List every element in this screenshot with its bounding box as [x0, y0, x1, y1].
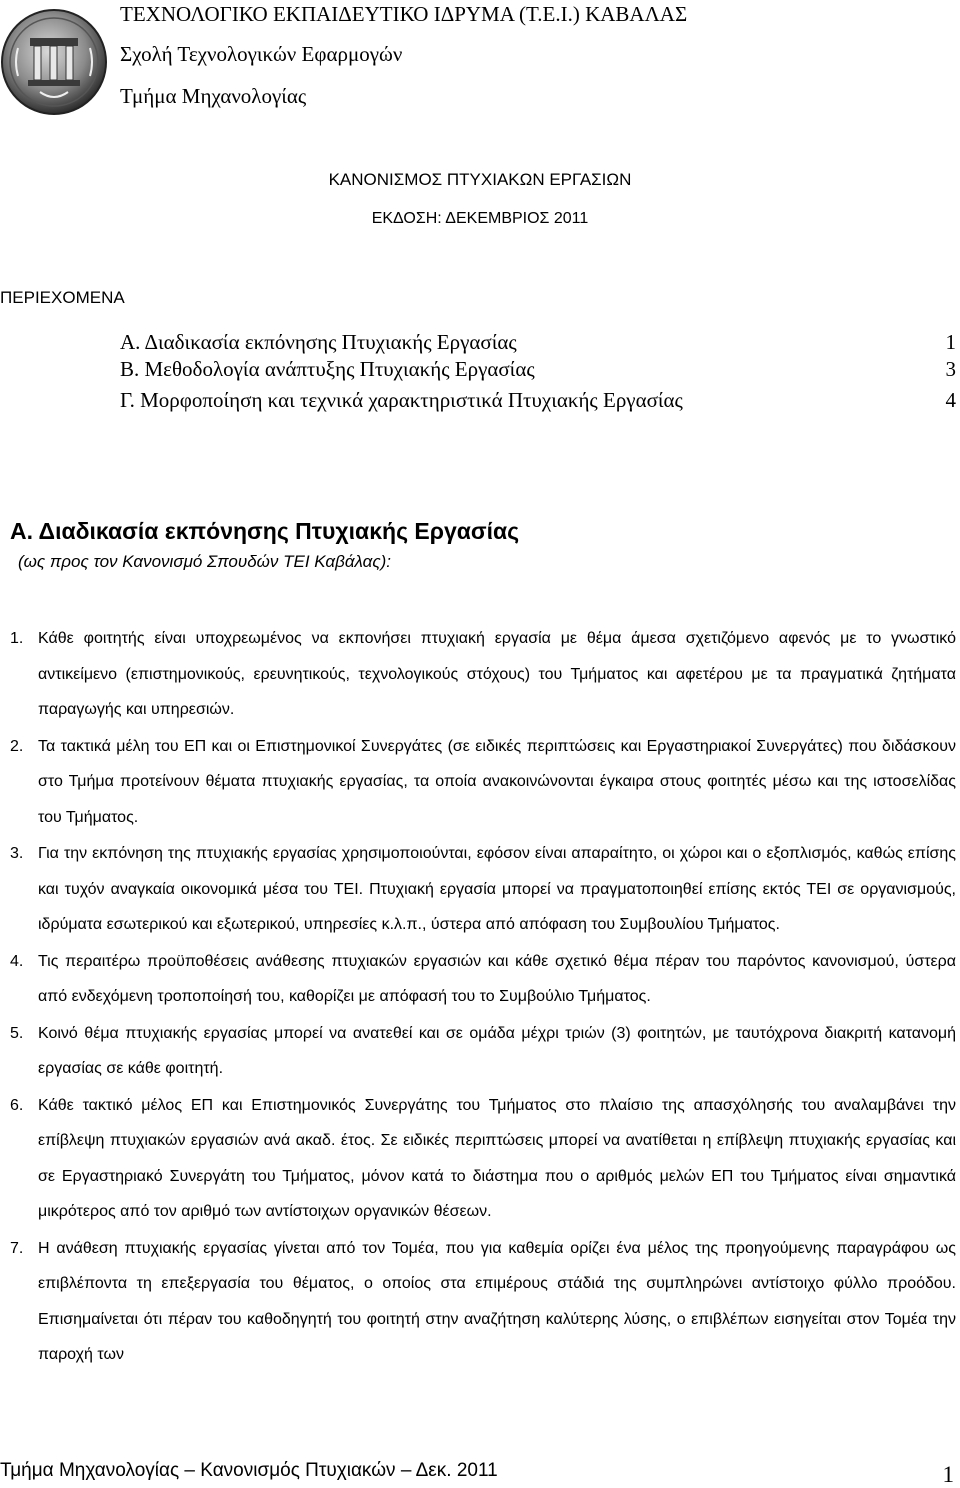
section-title: Α. Διαδικασία εκπόνησης Πτυχιακής Εργασίας	[10, 518, 520, 544]
list-item	[10, 836, 956, 943]
toc-entry-page: 3	[945, 357, 956, 381]
item-text: Για την εκπόνηση της πτυχιακής εργασίας χρησιμοποιούνται, εφόσον είναι απαραίτητο, οι χώροι και ο εξοπλισμός, καθώς επίσης και τυχόν αναγκαία οικονομικά μέσα του ΤΕΙ. Πτυχιακή εργασία μπορεί να πραγματοποιηθεί επίσης εκτός ΤΕΙ σε οργανισμούς, ιδρύματα εσωτερικού και εξωτερικού, υπηρεσίες κ.λ.π., ύστερα από απόφαση του Συμβουλίου Τμήματος.	[38, 845, 956, 933]
item-text: Τις περαιτέρω προϋποθέσεις ανάθεσης πτυχιακών εργασιών και κάθε σχετικό θέμα πέραν του παρόντος κανονισμού, ύστερα από ενδεχόμενη τροποποίησή του, καθορίζει με απόφασή του το Συμβούλιο Τμήματος.	[38, 952, 956, 1005]
toc-entry-label: Γ. Μορφοποίηση και τεχνικά χαρακτηριστικά Πτυχιακής Εργασίας	[120, 388, 683, 412]
item-text: Κάθε τακτικό μέλος ΕΠ και Επιστημονικός Συνεργάτης του Τμήματος στο πλαίσιο της απασχόλησής του αναλαμβάνει την επίβλεψη πτυχιακών εργασιών ανά ακαδ. έτος. Σε ειδικές περιπτώσεις μπορεί να ανατίθεται η επίβλεψη πτυχιακής εργασίας και σε Εργαστηριακό Συνεργάτη του Τμήματος, μόνον κατά το διάστημα που ο αριθμός μελών ΕΠ του Τμήματος είναι σημαντικά μικρότερος από τον αριθμό των αντίστοιχων οργανικών θέσεων.	[38, 1096, 956, 1220]
item-number: 7.	[10, 1239, 24, 1257]
item-text: Τα τακτικά μέλη του ΕΠ και οι Επιστημονικοί Συνεργάτες (σε ειδικές περιπτώσεις και Εργαστηριακοί Συνεργάτες) που διδάσκουν στο Τμήμα προτείνουν θέματα πτυχιακής εργασίας, τα οποία ανακοινώνονται έγκαιρα στους φοιτητές μέσω και της ιστοσελίδας του Τμήματος.	[38, 737, 956, 826]
item-number: 5.	[10, 1024, 24, 1042]
institution-logo	[0, 8, 108, 116]
footer-text: Τμήμα Μηχανολογίας – Κανονισμός Πτυχιακών – Δεκ. 2011	[0, 1460, 498, 1481]
school-name: Σχολή Τεχνολογικών Εφαρμογών	[120, 42, 403, 66]
item-number: 1.	[10, 630, 24, 647]
item-number: 3.	[10, 845, 24, 862]
toc-entry-label: Β. Μεθοδολογία ανάπτυξης Πτυχιακής Εργασίας	[120, 357, 535, 381]
page-footer	[0, 1456, 960, 1486]
item-number: 6.	[10, 1096, 24, 1114]
list-item	[10, 1231, 956, 1373]
item-text: Κάθε φοιτητής είναι υποχρεωμένος να εκπονήσει πτυχιακή εργασία με θέμα άμεσα σχετιζόμενο αφενός με το γνωστικό αντικείμενο (επιστημονικούς, ερευνητικούς, τεχνολογικούς στόχους) του Τμήματος και αφετέρου με τα πραγματικά ζητήματα παραγωγής και υπηρεσιών.	[38, 630, 956, 718]
list-item	[10, 944, 956, 1015]
list-item	[10, 729, 956, 836]
document-title: ΚΑΝΟΝΙΣΜΟΣ ΠΤΥΧΙΑΚΩΝ ΕΡΓΑΣΙΩΝ	[328, 170, 632, 189]
item-number: 4.	[10, 952, 24, 970]
section-subtitle: (ως προς τον Κανονισμό Σπουδών ΤΕΙ Καβάλας):	[18, 552, 391, 571]
item-text: Κοινό θέμα πτυχιακής εργασίας μπορεί να ανατεθεί και σε ομάδα μέχρι τριών (3) φοιτητών, με ταυτόχρονα διακριτή κατανομή εργασίας σε κάθε φοιτητή.	[38, 1024, 956, 1077]
department-name: Τμήμα Μηχανολογίας	[120, 84, 307, 108]
list-item	[10, 621, 956, 728]
regulation-list	[10, 621, 956, 1374]
page-number: 1	[942, 1462, 954, 1487]
item-text: Η ανάθεση πτυχιακής εργασίας γίνεται από τον Τομέα, που για καθεμία ορίζει ένα μέλος της προηγούμενης παραγράφου ως επιβλέποντα τη επεξεργασία του θέματος, ο οποίος στα επιμέρους στάδιά της συμπληρώνει αντίστοιχο φύλλο προόδου. Επισημαίνεται ότι πέραν του καθοδηγητή του φοιτητή στην αναζήτηση καλύτερης λύσης, ο επιβλέπων εισηγείται στον Τομέα την παροχή των	[38, 1239, 956, 1363]
list-item	[10, 1088, 956, 1230]
toc-entry-page: 1	[945, 330, 956, 354]
institution-name: ΤΕΧΝΟΛΟΓΙΚΟ ΕΚΠΑΙΔΕΥΤΙΚΟ ΙΔΡΥΜΑ (Τ.Ε.Ι.) ΚΑΒΑΛΑΣ	[120, 2, 688, 26]
list-item	[10, 1016, 956, 1087]
document-edition: ΕΚΔΟΣΗ: ΔΕΚΕΜΒΡΙΟΣ 2011	[371, 210, 589, 227]
toc-entry-label: Α. Διαδικασία εκπόνησης Πτυχιακής Εργασίας	[120, 330, 517, 354]
item-number: 2.	[10, 737, 24, 755]
toc-heading: ΠΕΡΙΕΧΟΜΕΝΑ	[0, 288, 125, 307]
toc-entry-page: 4	[945, 388, 956, 412]
